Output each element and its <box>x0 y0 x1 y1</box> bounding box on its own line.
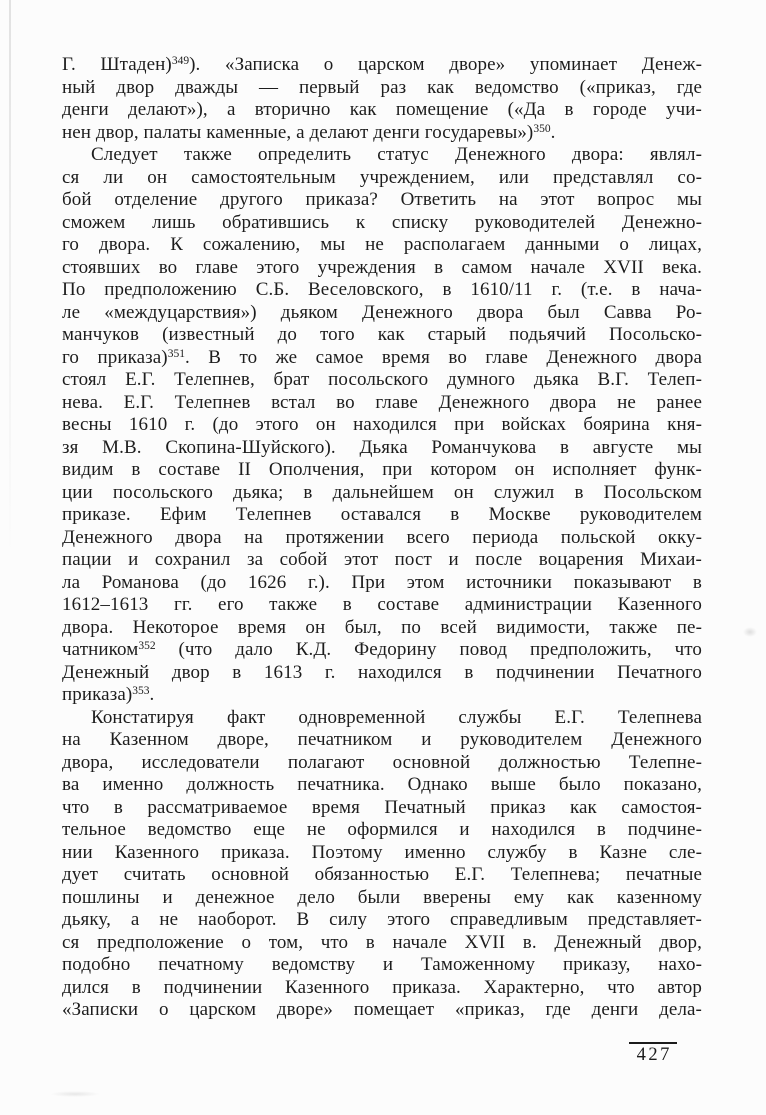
text-line: на Казенном дворе, печатником и руководителем Денежного <box>62 729 702 750</box>
text-line: Следует также определить статус Денежного двора: являл- <box>91 144 702 165</box>
text-line: бой отделение другого приказа? Ответить на этот вопрос мы <box>62 189 702 210</box>
text-line: По предположению С.Б. Веселовского, в 1610/11 г. (т.е. в нача- <box>62 279 702 300</box>
scan-edge-artifact <box>9 0 11 560</box>
text-line: ся ли он самостоятельным учреждением, или представлял со- <box>62 166 702 188</box>
text-line: двора, исследователи полагают основной должностью Телепне- <box>62 751 702 773</box>
text-line: Г. Штаден)$^{349}$). «Записка о царском дворе» упоминает Денеж- <box>62 54 703 75</box>
text-line: подобно печатному ведомству и Таможенному приказу, нахо- <box>62 954 702 975</box>
text-line: ся предположение о том, что в начале XVII в. Денежный двор, <box>62 931 702 953</box>
text-line: ла Романова (до 1626 г.). При этом источники показывают в <box>62 571 702 593</box>
text-line: пошлины и денежное дело были вверены ему как казенному <box>62 886 702 908</box>
text-line: дьяку, а не наоборот. В силу этого справедливым представляет- <box>62 909 702 930</box>
text-line: нева. Е.Г. Телепнев встал во главе Денежного двора не ранее <box>62 391 702 413</box>
text-line: дует считать основной обязанностью Е.Г. Телепнева; печатные <box>62 864 702 885</box>
text-line: дился в подчинении Казенного приказа. Характерно, что автор <box>62 976 702 998</box>
footnote-ref: 350 <box>533 122 551 135</box>
text-line: го приказа)$^{351}$. В то же самое время во главе Денежного двора <box>62 346 702 368</box>
text-line: зя М.В. Скопина-Шуйского). Дьяка Романчукова в августе мы <box>62 436 702 458</box>
text-line: весны 1610 г. (до этого он находился при войсках боярина кня- <box>62 414 702 435</box>
text-line: го двора. К сожалению, мы не располагаем данными о лицах, <box>62 234 702 255</box>
page-number-value: 427 <box>629 1042 677 1066</box>
text-line: тельное ведомство еще не оформился и находился в подчине- <box>62 819 702 840</box>
footnote-ref: 352 <box>138 640 156 652</box>
text-line: что в рассматриваемое время Печатный приказ как самостоя- <box>62 796 702 818</box>
text-line: приказе. Ефим Телепнев оставался в Москве руководителем <box>62 504 702 525</box>
text-line: чатником$^{352}$ (что дало К.Д. Федорину повод предположить, что <box>62 639 702 660</box>
footnote-ref: 351 <box>167 347 185 360</box>
paragraph <box>62 707 702 1022</box>
footnote-ref: 353 <box>132 685 150 697</box>
text-line: нии Казенного приказа. Поэтому именно службу в Казне сле- <box>62 841 702 863</box>
text-block <box>62 54 702 1022</box>
text-line: Денежный двор в 1613 г. находился в подчинении Печатного <box>62 661 702 683</box>
text-line: «Записки о царском дворе» помещает «приказ, где денги дела- <box>62 999 702 1020</box>
page-number <box>626 1042 680 1066</box>
text-line: Денежного двора на протяжении всего периода польской окку- <box>62 526 702 548</box>
text-line: ва именно должность печатника. Однако выше было показано, <box>62 774 702 795</box>
text-line: сможем лишь обратившись к списку руководителей Денежно- <box>62 211 702 233</box>
paragraph <box>62 54 702 144</box>
text-line: двора. Некоторое время он был, по всей видимости, также пе- <box>62 616 702 638</box>
text-line: приказа)$^{353}$. <box>62 684 155 705</box>
text-line: стоял Е.Г. Телепнев, брат посольского думного дьяка В.Г. Телеп- <box>62 369 702 390</box>
text-line: манчуков (известный до того как старый подьячий Посольско- <box>62 324 702 345</box>
text-line: Констатируя факт одновременной службы Е.Г. Телепнева <box>91 706 702 728</box>
text-line: ле «междуцарствия») дьяком Денежного двора был Савва Ро- <box>62 301 702 323</box>
text-line: ции посольского дьяка; в дальнейшем он служил в Посольском <box>62 481 702 503</box>
scan-smudge-artifact <box>743 627 757 637</box>
text-line: ный двор дважды — первый раз как ведомство («приказ, где <box>62 76 702 98</box>
text-line: 1612–1613 гг. его также в составе администрации Казенного <box>62 594 702 615</box>
scan-smudge-artifact <box>50 1091 100 1097</box>
text-line: пации и сохранил за собой этот пост и после воцарения Михаи- <box>62 549 702 570</box>
text-line: денги делают»), а вторично как помещение («Да в городе учи- <box>62 99 702 120</box>
text-line: нен двор, палаты каменные, а делают денги государевы»)$^{350}$. <box>62 121 556 143</box>
text-line: видим в составе II Ополчения, при котором он исполняет функ- <box>62 459 702 480</box>
paragraph <box>62 144 702 707</box>
footnote-ref: 349 <box>171 55 190 67</box>
text-line: стоявших во главе этого учреждения в самом начале XVII века. <box>62 256 702 278</box>
